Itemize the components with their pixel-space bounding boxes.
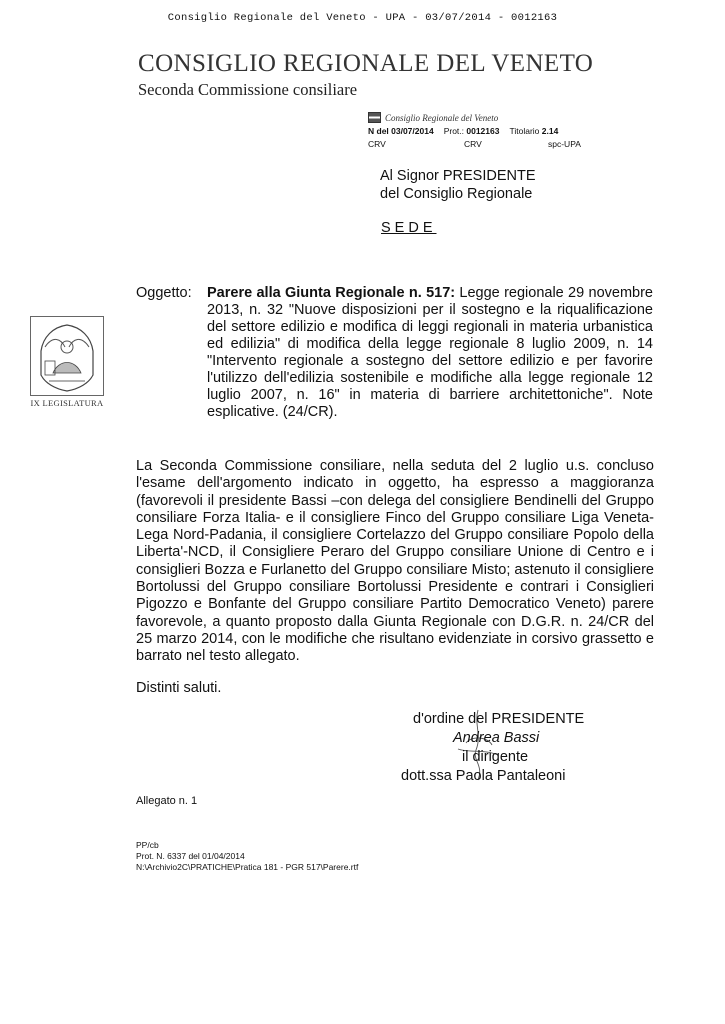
stamp-icon [368, 112, 381, 123]
letter-body: La Seconda Commissione consiliare, nella seduta del 2 luglio u.s. concluso l'esame dell'argomento indicato in oggetto, ha espresso a maggioranza (favorevoli il presidente Bassi –con delega del consigliere Bendinelli del Gruppo consiliare Forza Italia- e il consigliere Finco del Gruppo consiliare Liga Veneta-Lega Nord-Padania, il consigliere Cortelazzo del Gruppo consiliare Popolo della Liberta'-NCD, il Consigliere Peraro del Gruppo consiliare Unione di Centro e i consiglieri Bozza e Furlanetto del Gruppo consiliare Misto; astenuto il consigliere Bortolussi del Gruppo consiliare Bortolussi Presidente e contrari i Consiglieri Pigozzo e Bonfante del Gruppo consiliare Partito Democratico Veneto) parere favorevole, a quanto proposto dalla Giunta Regionale con D.G.R. n. 24/CR del 25 marzo 2014, con le modifiche che risultano evidenziate in corsivo grassetto e barrato nel testo allegato. [136, 458, 654, 665]
footer-line-2: Prot. N. 6337 del 01/04/2014 [136, 851, 245, 861]
stamp-prot-value: 0012163 [466, 126, 500, 136]
recipient-line-2: del Consiglio Regionale [380, 186, 533, 202]
protocol-stamp [368, 112, 608, 149]
closing: Distinti saluti. [136, 680, 222, 696]
stamp-code-3: spc-UPA [548, 139, 581, 149]
signature-line-1: d'ordine del PRESIDENTE [413, 711, 585, 727]
stamp-code-1: CRV [368, 139, 386, 149]
footer [136, 840, 358, 873]
footer-line-3: N:\Archivio2C\PRATICHE\Pratica 181 - PGR 517\Parere.rtf [136, 862, 359, 872]
legislature-label: IX LEGISLATURA [30, 398, 104, 408]
letterhead-subtitle: Seconda Commissione consiliare [138, 80, 358, 99]
stamp-code-2: CRV [464, 139, 482, 149]
recipient-line-1: Al Signor PRESIDENTE [380, 168, 536, 184]
letterhead-title: CONSIGLIO REGIONALE DEL VENETO [138, 50, 594, 77]
signature-line-4: dott.ssa Paola Pantaleoni [401, 768, 566, 784]
recipient-sede: SEDE [381, 220, 437, 236]
stamp-prot-label: Prot.: [443, 126, 464, 136]
subject-label: Oggetto: [136, 285, 192, 301]
venetian-lion-logo [30, 316, 104, 396]
header-line: Consiglio Regionale del Veneto - UPA - 03/07/2014 - 0012163 [167, 12, 558, 24]
signature-line-2: Andrea Bassi [453, 730, 540, 746]
stamp-label: Consiglio Regionale del Veneto [385, 112, 499, 123]
subject-body: Legge regionale 29 novembre 2013, n. 32 "Nuove disposizioni per il sostegno e la riqualificazione del settore edilizio e modifica di leggi regionali in materia urbanistica ed edilizia" di modifica della legge regionale 8 luglio 2009, n. 14 "Intervento regionale a sostegno del settore edilizio e per favorire l'utilizzo dell'edilizia sostenibile e modifiche alla legge regionale 12 luglio 2007, n. 16" in materia di barriere architettoniche". Note esplicative. (24/CR). [207, 285, 653, 420]
attachment-note: Allegato n. 1 [136, 795, 198, 807]
stamp-number: N del 03/07/2014 [368, 126, 434, 136]
signature-line-3: il dirigente [462, 749, 529, 765]
footer-line-1: PP/cb [136, 840, 159, 850]
subject-bold: Parere alla Giunta Regionale n. 517: [207, 285, 456, 301]
subject-text [207, 285, 653, 421]
signature-block [400, 710, 600, 786]
stamp-titolario-label: Titolario [509, 126, 540, 136]
stamp-titolario-value: 2.14 [541, 126, 559, 136]
